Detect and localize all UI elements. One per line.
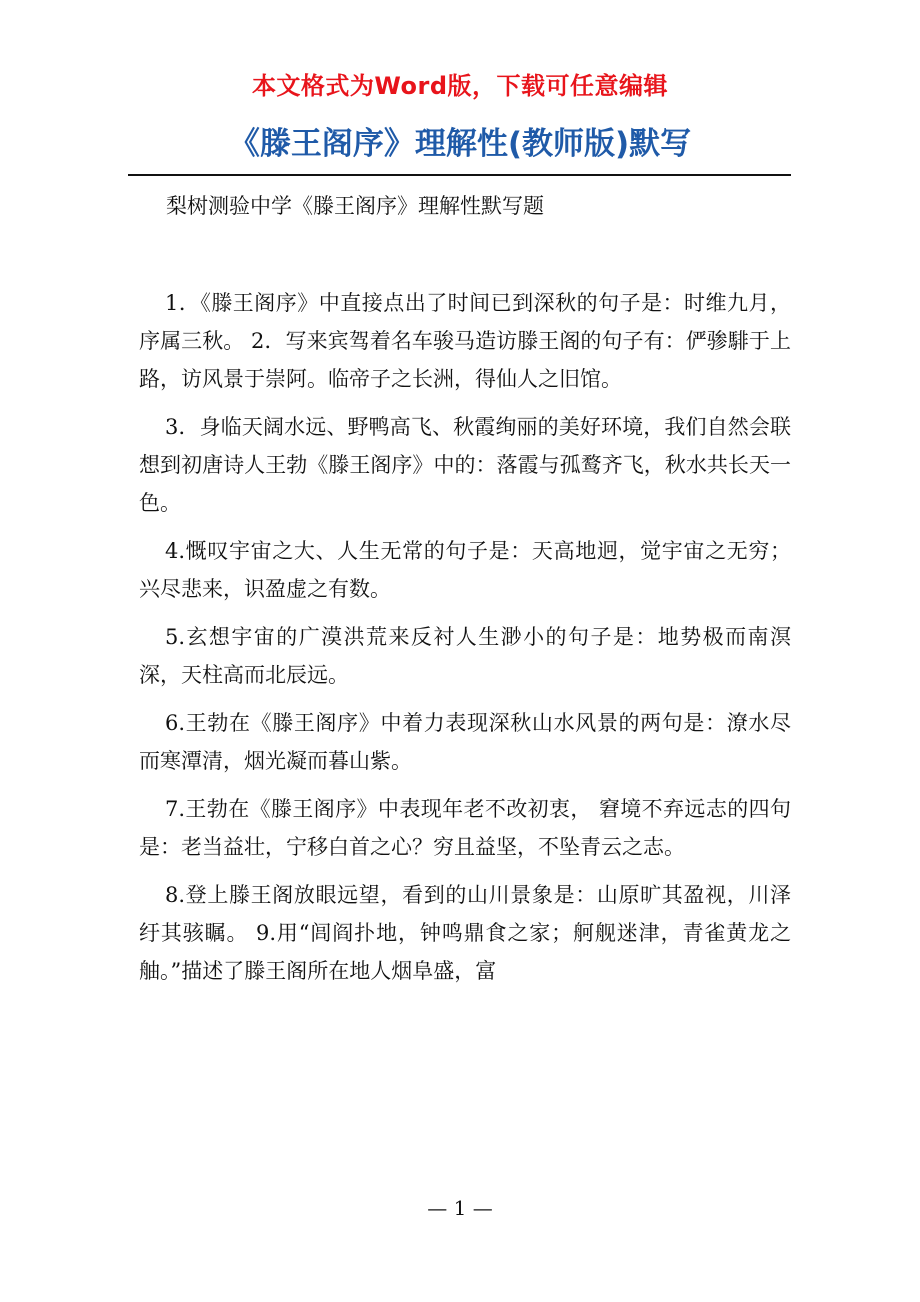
title-divider [128,174,791,176]
document-subtitle: 梨树测验中学《滕王阁序》理解性默写题 [166,194,544,218]
document-body [139,284,791,1000]
paragraph: 3．身临天阔水远、野鸭高飞、秋霞绚丽的美好环境，我们自然会联想到初唐诗人王勃《滕王阁序》中的：落霞与孤鹜齐飞，秋水共长天一色。 [139,415,791,515]
paragraph: 6.王勃在《滕王阁序》中着力表现深秋山水风景的两句是：潦水尽而寒潭清，烟光凝而暮山紫。 [139,711,791,773]
paragraph: 5.玄想宇宙的广漠洪荒来反衬人生渺小的句子是：地势极而南溟深，天柱高而北辰远。 [139,625,791,687]
paragraph: 7.王勃在《滕王阁序》中表现年老不改初衷， 窘境不弃远志的四句是：老当益壮，宁移白首之心？穷且益坚，不坠青云之志。 [139,797,791,859]
page-number: — 1 — [427,1196,493,1220]
document-title: 《滕王阁序》理解性(教师版)默写 [228,126,692,162]
paragraph: 8.登上滕王阁放眼远望，看到的山川景象是：山原旷其盈视，川泽纡其骇瞩。 9.用“闾阎扑地，钟鸣鼎食之家；舸舰迷津，青雀黄龙之舳。”描述了滕王阁所在地人烟阜盛，富 [139,883,791,983]
paragraph: 1．《滕王阁序》中直接点出了时间已到深秋的句子是：时维九月，序属三秋。 2．写来宾驾着名车骏马造访滕王阁的句子有：俨骖騑于上路，访风景于崇阿。临帝子之长洲，得仙人之旧馆。 [139,291,791,391]
paragraph: 4.慨叹宇宙之大、人生无常的句子是：天高地迥，觉宇宙之无穷；兴尽悲来，识盈虚之有数。 [139,539,791,601]
format-notice: 本文格式为Word版，下载可任意编辑 [251,72,669,100]
